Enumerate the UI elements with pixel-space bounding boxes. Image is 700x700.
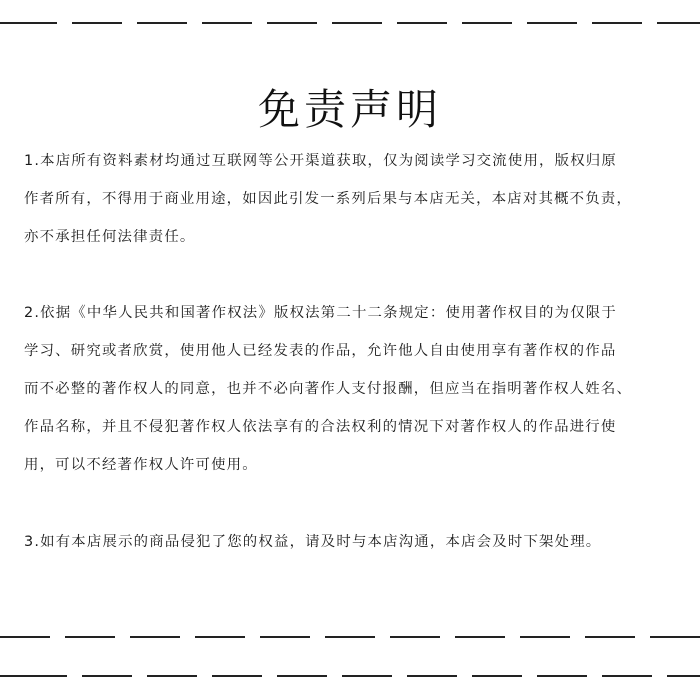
paragraph-2-line-1: 2.依据《中华人民共和国著作权法》版权法第二十二条规定：使用著作权目的为仅限于 [24, 305, 617, 321]
paragraph-3-line-1: 3.如有本店展示的商品侵犯了您的权益，请及时与本店沟通，本店会及时下架处理。 [24, 534, 602, 550]
paragraph-1-line-1: 1.本店所有资料素材均通过互联网等公开渠道获取，仅为阅读学习交流使用，版权归原 [24, 153, 617, 169]
disclaimer-paragraph-2 [24, 294, 684, 484]
disclaimer-paragraph-1 [24, 142, 684, 256]
bottom-dashed-divider-2 [0, 675, 700, 677]
top-dashed-divider [0, 22, 700, 24]
paragraph-2-line-3: 而不必整的著作权人的同意，也并不必向著作人支付报酬，但应当在指明著作权人姓名、 [24, 381, 633, 397]
paragraph-2-line-2: 学习、研究或者欣赏，使用他人已经发表的作品，允许他人自由使用享有著作权的作品 [24, 343, 617, 359]
paragraph-2-line-4: 作品名称，并且不侵犯著作权人依法享有的合法权利的情况下对著作权人的作品进行使 [24, 419, 617, 435]
bottom-dashed-divider-1 [0, 636, 700, 638]
disclaimer-paragraph-3 [24, 523, 684, 561]
paragraph-1-line-2: 作者所有，不得用于商业用途，如因此引发一系列后果与本店无关，本店对其概不负责， [24, 191, 633, 207]
paragraph-1-line-3: 亦不承担任何法律责任。 [24, 229, 196, 245]
paragraph-2-line-5: 用，可以不经著作权人许可使用。 [24, 457, 258, 473]
page-title: 免责声明 [257, 85, 442, 135]
